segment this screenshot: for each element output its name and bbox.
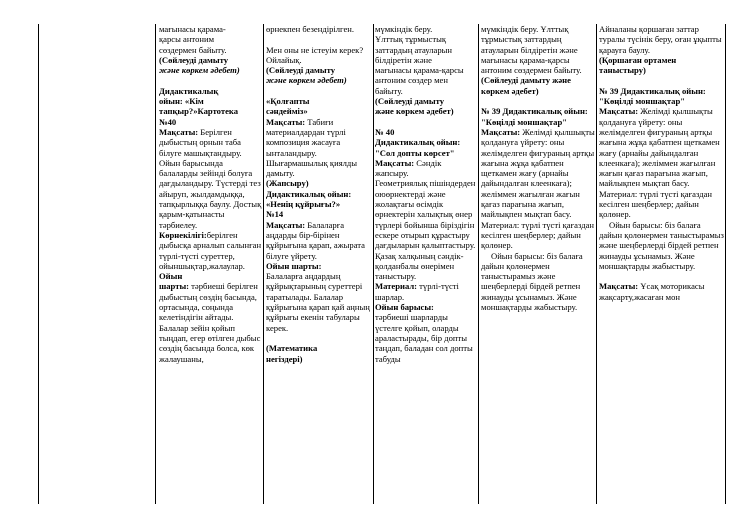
cell-paragraph <box>159 75 263 85</box>
cell-paragraph: (Сөйлеуді дамыту <box>266 65 335 76</box>
cell-paragraph: Ойын шарты: <box>266 260 322 271</box>
cell-paragraph: көркем әдебет) <box>481 85 539 96</box>
cell-paragraph: шарты: тәрбиеші берілген дыбыстың сөздің басында, ортасында, соңында келетіндігін айтады. Балалар зейін қойып тыңдап, егер өтілген дыбыс сөздің басында болса, көк жалаушаны, <box>159 281 261 364</box>
cell-paragraph: №40 <box>159 116 177 127</box>
cell-paragraph: Көрнекілігі:берілген дыбысқа арналып салынған түрлі-түсті суреттер, ойыншықтар,жалаулар. <box>159 229 262 271</box>
cell-paragraph: Ойын барысы: біз балаға дайын қолөнермен таныстырамыз және шеңберлерді бірдей ретпен жинауды ұсынамыз. Және моншақтарды жабыстыру. <box>481 250 583 313</box>
cell-paragraph <box>375 117 477 127</box>
cell-paragraph <box>266 333 372 343</box>
cell-paragraph <box>266 86 372 96</box>
cell-paragraph: Мақсаты: Берілген дыбыстың орнын таба білуге машықтандыру. Ойын барысында балаларды зейінді болуға дағдыландыру. Түстерді тез айыруп, жылдамдыққа, тапқырлыққа баулу. Достық қарым-қатынасты тәрбиелеу. <box>159 126 262 230</box>
field-label: Мақсаты: <box>375 157 415 168</box>
cell-paragraph: (Сөйлеуді дамыту <box>159 54 228 65</box>
cell-paragraph: "Сол допты көрсет" <box>375 147 455 158</box>
cell-paragraph <box>599 271 724 281</box>
cell-paragraph: Ойын <box>159 271 183 282</box>
cell-paragraph: Ойын барысы: <box>375 302 434 313</box>
cell-paragraph: Материал: түрлі түсті қағаздан кесілген шеңберлер; дайын қолөнер. <box>599 188 712 220</box>
cell-paragraph: № 40 <box>375 126 395 137</box>
cell-paragraph: тәрбиеші шарларды үстелге қойып, оларды араластырады, бір допты таңдап, баладан сол допты табуды <box>375 312 473 364</box>
cell-paragraph: (Сөйлеуді дамыту <box>375 96 444 107</box>
cell-paragraph: Дидактикалық ойын: <box>266 188 352 199</box>
cell-paragraph: Ұлттық тұрмыстық заттардың атауларын білдіретін және <box>375 34 453 65</box>
schedule-table <box>38 24 726 504</box>
field-label: Мақсаты: <box>159 126 199 137</box>
cell-paragraph <box>266 34 372 44</box>
cell-paragraph: тапқыр?»Картотека <box>159 106 239 117</box>
field-label: шарты: <box>159 281 190 292</box>
cell-paragraph: және көркем әдебет) <box>159 65 240 76</box>
table-cell-col-2 <box>266 24 372 504</box>
cell-paragraph: Мақсаты: Балаларға аңдарды бір-бірінен құйрығына қарап, ажырата білуге үйрету. <box>266 219 365 261</box>
cell-paragraph: Балаларға аңдардың құйрықтарының суреттері таратылады. Балалар құйрығына қарап қай аңның құйрығы екенін табулары керек. <box>266 271 370 333</box>
cell-paragraph: мағынасы қарама-қарсы антоним сөздер мен байыту. <box>375 65 464 96</box>
cell-paragraph: негіздері) <box>266 353 303 364</box>
table-border <box>263 24 264 504</box>
table-cell-col-1 <box>159 24 263 504</box>
cell-paragraph: № 39 Дидактикалық ойын: "Көңілді моншақтар" <box>599 85 706 107</box>
table-cell-col-4 <box>481 24 595 504</box>
cell-paragraph: «Ненің құйрығы?» <box>266 199 341 210</box>
table-border <box>155 24 156 504</box>
cell-paragraph <box>481 96 595 106</box>
cell-paragraph: (Математика <box>266 343 318 354</box>
table-border <box>373 24 374 504</box>
cell-paragraph: Материал: түрлі түсті қағаздан кесілген шеңберлер; дайын қолөнер. <box>481 219 594 251</box>
cell-paragraph <box>599 75 724 85</box>
cell-paragraph: қарсы антоним <box>159 34 215 45</box>
cell-paragraph: (Қоршаған ортамен таныстыру) <box>599 54 677 76</box>
cell-paragraph: «Қолғапты <box>266 96 310 107</box>
cell-paragraph: Геометриялық пішіндерден оюөрнектерді және жолақтағы өсімдік өрнектерін халықтық өнер түрлері бойынша біріздігін ескере отырып құрастыру дағдыларын қалыптастыру. Қазақ халқының сәндік-қолданбалы өнерімен таныстыру. <box>375 178 476 282</box>
table-border <box>596 24 597 504</box>
field-label: Материал: <box>375 281 418 292</box>
cell-paragraph: Дидактикалық <box>159 85 219 96</box>
cell-paragraph: сәндейміз» <box>266 106 308 117</box>
table-border-right <box>725 24 726 504</box>
field-label: Мақсаты: <box>599 106 639 117</box>
table-cell-col-5 <box>599 24 724 504</box>
cell-paragraph: Мақсаты: Сәндік жапсыру. <box>375 157 442 179</box>
cell-paragraph: Айналаны қоршаған заттар туралы түсінік беру, оған ұқыпты қарауға баулу. <box>599 24 722 55</box>
cell-paragraph: Мен оны не істеуім керек? Ойлайық. <box>266 44 364 65</box>
cell-paragraph: № 39 Дидактикалық ойын: "Көңілді моншақтар" <box>481 106 588 127</box>
cell-paragraph: Мақсаты: Желімді қылшықты қолдануға үйрету: оны желімделген фигураның артқы жағына жұқа қабатпен щеткамен жағу (арнайы дайындалған клеенкаға); желіммен жағылған жағын қағаз парағына жағып, майлықпен мықтап басу. <box>481 126 595 220</box>
cell-paragraph: №14 <box>266 209 284 220</box>
field-label: Мақсаты: <box>266 116 306 127</box>
table-border-left <box>38 24 39 504</box>
cell-paragraph: (Жапсыру) <box>266 178 309 189</box>
table-border <box>478 24 479 504</box>
field-label: Мақсаты: <box>266 219 306 230</box>
cell-paragraph: және көркем әдебет) <box>266 75 347 86</box>
field-label: Мақсаты: <box>599 281 639 292</box>
table-cell-col-3 <box>375 24 477 504</box>
cell-paragraph: Мақсаты: Желімді қылшықты қолдануға үйрету: оны желімделген фигураның артқы жағына жұқа қабатпен щеткамен жағу (арнайы дайындалған клеенкаға); желіммен жағылған жағын қағаз парағына жағып, майлықпен мықтап басу. <box>599 106 720 189</box>
field-label: Мақсаты: <box>481 126 521 137</box>
cell-paragraph: мағынасы қарама- <box>159 24 226 34</box>
cell-paragraph: Ойын барысы: біз балаға дайын қолөнермен таныстырамыз және шеңберлерді бірдей ретпен жинауды ұсынамыз. Және моншақтарды жабыстыру. <box>599 219 724 271</box>
cell-paragraph: және көркем әдебет) <box>375 106 454 117</box>
cell-paragraph: ойын: «Кім <box>159 96 204 107</box>
cell-paragraph: Мақсаты: Табиғи материалдардан түрлі композиция жасауға ынталандыру. Шығармашылық қиялды дамыту. <box>266 116 358 179</box>
cell-paragraph: Мақсаты: Ұсақ моторикасы жақсарту,жасаған мон <box>599 281 705 302</box>
cell-paragraph: (Сөйлеуді дамыту және <box>481 75 571 86</box>
cell-paragraph: сөздермен байыту. <box>159 44 227 55</box>
cell-paragraph: мүмкіндік беру. <box>375 24 433 34</box>
cell-paragraph: Материал: түрлі-түсті шарлар. <box>375 281 459 302</box>
cell-paragraph: өрнекпен безендірілген. <box>266 24 355 34</box>
field-label: Көрнекілігі: <box>159 229 207 240</box>
cell-paragraph: мүмкіндік беру. Ұлттық тұрмыстық заттардың атауларын білдіретін және мағынасы қарама-қарсы антоним сөздермен байыту. <box>481 24 582 76</box>
cell-paragraph: Дидактикалық ойын: <box>375 137 461 148</box>
